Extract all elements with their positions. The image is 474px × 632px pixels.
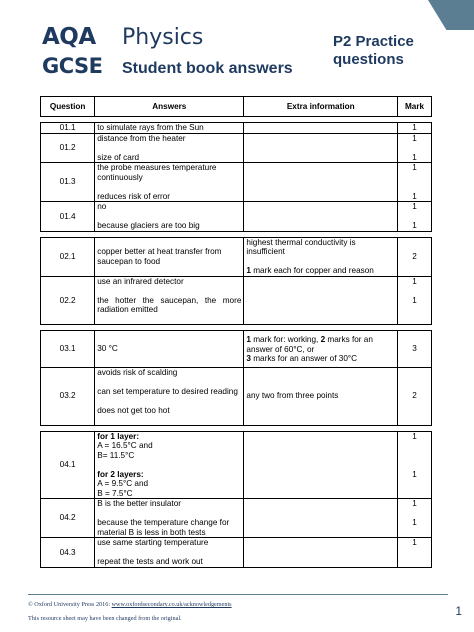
mark-value: 1 (412, 469, 417, 479)
answer-line: use same starting temperature (97, 538, 209, 547)
question-number: 01.3 (41, 163, 95, 202)
mark-value: 1 (412, 133, 417, 143)
mark-count: 1 (246, 266, 251, 275)
header-mark: Mark (398, 97, 432, 117)
brand-block (42, 24, 293, 78)
answer-cell (95, 202, 244, 232)
answer-line: the probe measures temperature continuously (97, 163, 217, 182)
acknowledgements-link[interactable]: www.oxfordsecondary.co.uk/acknowledgements (111, 601, 232, 608)
answer-line: because glaciers are too big (97, 221, 200, 230)
mark-cell: 2 (398, 367, 432, 425)
table-row (41, 133, 432, 163)
extra-info-cell (244, 123, 398, 134)
answer-line: use an infrared detector (97, 276, 184, 286)
extra-info-line (246, 335, 395, 354)
extra-info-cell (244, 163, 398, 202)
mark-value: 1 (412, 163, 417, 172)
header-question: Question (41, 97, 95, 117)
answer-line: does not get too hot (97, 405, 170, 415)
table-row (41, 538, 432, 568)
extra-info-cell (244, 276, 398, 325)
answer-line: reduces risk of error (97, 191, 171, 201)
answer-line: distance from the heater (97, 133, 186, 143)
answer-line: B is the better insulator (97, 499, 181, 508)
answer-line: repeat the tests and work out (97, 557, 203, 566)
answer-cell: to simulate rays from the Sun (95, 123, 244, 134)
mark-count: 1 (246, 335, 251, 344)
answer-line: B = 7.5°C (97, 488, 133, 498)
question-number: 02.1 (41, 237, 95, 276)
page-number: 1 (455, 604, 462, 618)
answer-cell (95, 431, 244, 499)
mark-cell (398, 202, 432, 232)
answer-cell (95, 276, 244, 325)
table-row (41, 163, 432, 202)
mark-cell (398, 499, 432, 538)
mark-value: 1 (412, 431, 417, 441)
answer-line: size of card (97, 152, 140, 162)
mark-value: 1 (412, 518, 417, 527)
copyright-text: © Oxford University Press 2016: (28, 601, 112, 608)
table-row (41, 431, 432, 499)
extra-info-text: mark each for copper and reason (250, 266, 374, 275)
mark-cell (398, 276, 432, 325)
table-header-row (41, 97, 432, 117)
table-row (41, 237, 432, 276)
mark-value: 1 (412, 538, 417, 547)
document-title (333, 33, 414, 69)
answer-heading: for 2 layers: (97, 469, 144, 479)
extra-info-cell (244, 237, 398, 276)
brand-subject: Physics (122, 25, 204, 50)
mark-value: 1 (412, 276, 417, 286)
question-number: 01.2 (41, 133, 95, 163)
table-row (41, 123, 432, 134)
corner-tab-decoration (428, 0, 474, 30)
mark-cell (398, 431, 432, 499)
answer-line: because the temperature change for material B is less in both tests (97, 518, 230, 537)
brand-row-1 (42, 24, 293, 50)
extra-info-cell (244, 331, 398, 368)
question-number: 02.2 (41, 276, 95, 325)
brand-gcse: GCSE (42, 54, 103, 78)
question-number: 01.4 (41, 202, 95, 232)
answer-line: avoids risk of scalding (97, 367, 178, 377)
answer-line: A = 9.5°C and (97, 479, 149, 488)
table-row (41, 499, 432, 538)
footer (28, 598, 232, 626)
question-number: 03.1 (41, 331, 95, 368)
header-extra-information: Extra information (244, 97, 398, 117)
answer-cell (95, 163, 244, 202)
mark-count: 2 (320, 335, 326, 344)
mark-cell: 2 (398, 237, 432, 276)
answer-cell (95, 538, 244, 568)
answer-cell (95, 499, 244, 538)
extra-info-line: highest thermal conductivity is insufficient (246, 237, 356, 256)
table-row (41, 331, 432, 368)
extra-info-cell (244, 202, 398, 232)
footer-divider (28, 594, 448, 595)
mark-cell (398, 163, 432, 202)
mark-value: 1 (412, 202, 417, 211)
mark-cell (398, 133, 432, 163)
brand-aqa: AQA (42, 24, 96, 50)
extra-info-line (246, 354, 395, 364)
extra-info-cell (244, 538, 398, 568)
answer-cell: 30 °C (95, 331, 244, 368)
extra-info-line (246, 266, 395, 276)
copyright-line (28, 598, 232, 612)
extra-info-cell: any two from three points (244, 367, 398, 425)
mark-value: 1 (412, 152, 417, 162)
extra-info-cell (244, 431, 398, 499)
extra-info-text: marks for an answer of 60°C, or (246, 335, 373, 354)
extra-info-cell (244, 133, 398, 163)
table-row (41, 276, 432, 325)
answer-line: can set temperature to desired reading (97, 386, 238, 396)
answer-line: the hotter the saucepan, the more radiation emitted (97, 295, 242, 314)
answer-cell: copper better at heat transfer from saucepan to food (95, 237, 244, 276)
mark-value: 1 (412, 221, 417, 230)
extra-info-cell (244, 499, 398, 538)
document-title-line-1: P2 Practice (333, 33, 414, 50)
mark-value: 1 (412, 499, 417, 508)
table-row (41, 367, 432, 425)
answer-cell (95, 367, 244, 425)
mark-cell: 1 (398, 123, 432, 134)
table-row (41, 202, 432, 232)
brand-row-2 (42, 54, 293, 78)
document-title-line-2: questions (333, 51, 404, 68)
mark-value: 1 (412, 295, 417, 305)
question-number: 04.3 (41, 538, 95, 568)
answer-line: no (97, 202, 107, 211)
extra-info-text: mark for: working, (250, 335, 321, 344)
answer-line: A = 16.5°C and (97, 441, 153, 450)
answer-line: B= 11.5°C (97, 450, 135, 460)
mark-count: 3 (246, 354, 251, 363)
answer-cell (95, 133, 244, 163)
mark-cell: 3 (398, 331, 432, 368)
question-number: 01.1 (41, 123, 95, 134)
mark-cell (398, 538, 432, 568)
answers-table (40, 96, 432, 568)
question-number: 04.1 (41, 431, 95, 499)
header-answers: Answers (95, 97, 244, 117)
answer-heading: for 1 layer: (97, 431, 140, 441)
brand-subtitle: Student book answers (122, 60, 293, 77)
extra-info-text: marks for an answer of 30°C (250, 354, 358, 363)
mark-value: 1 (412, 191, 417, 201)
question-number: 04.2 (41, 499, 95, 538)
question-number: 03.2 (41, 367, 95, 425)
resource-notice: This resource sheet may have been changed from the original. (28, 615, 182, 622)
